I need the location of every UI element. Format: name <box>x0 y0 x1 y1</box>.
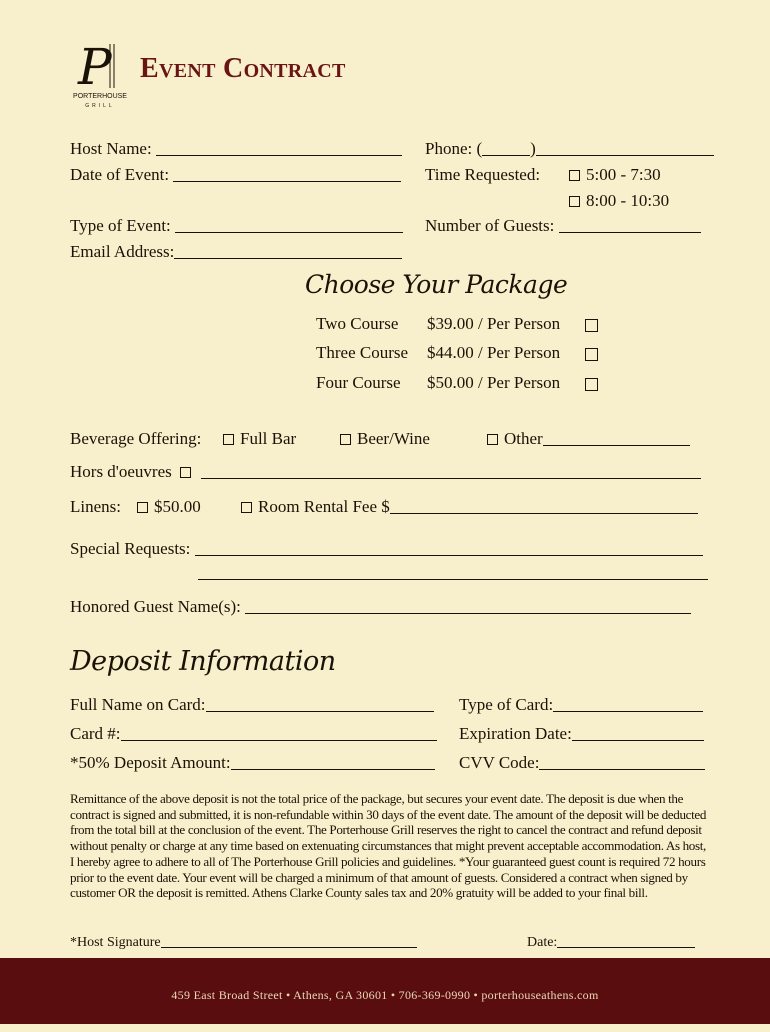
footer-address: 459 East Broad Street • Athens, GA 30601 • 706-369-0990 • porterhouseathens.com <box>171 988 599 1002</box>
phone-area-code-field[interactable] <box>482 140 530 156</box>
room-rental-option[interactable] <box>241 497 698 517</box>
date-of-event-row <box>70 165 401 185</box>
deposit-title: Deposit Information <box>70 646 336 677</box>
host-name-row <box>70 139 402 159</box>
logo-text: PORTERHOUSE <box>73 93 127 100</box>
package-title: Choose Your Package <box>305 270 568 299</box>
porterhouse-logo <box>72 38 128 110</box>
signature-date-field[interactable] <box>557 935 695 948</box>
linens-label: Linens: <box>70 497 121 516</box>
host-name-label: Host Name: <box>70 139 152 158</box>
hors-label: Hors d'oeuvres <box>70 462 172 481</box>
hors-checkbox[interactable] <box>180 467 191 478</box>
package-item-3-price: $50.00 / Per Person <box>427 373 561 392</box>
package-item-3-checkbox[interactable] <box>585 377 604 395</box>
honored-guest-row <box>70 597 691 617</box>
time-option-1-label: 5:00 - 7:30 <box>586 165 661 184</box>
time-option-2-label: 8:00 - 10:30 <box>586 191 670 210</box>
expiration-label: Expiration Date: <box>459 724 572 743</box>
type-of-card-row <box>459 695 703 715</box>
time-option-2-checkbox[interactable] <box>569 196 580 207</box>
full-name-field[interactable] <box>206 696 434 712</box>
logo-monogram: P <box>78 38 112 96</box>
logo-subtext: GRILL <box>85 103 115 109</box>
linens-checkbox[interactable] <box>137 502 148 513</box>
expiration-field[interactable] <box>572 725 704 741</box>
linens-option[interactable] <box>137 497 201 517</box>
linens-price: $50.00 <box>154 497 201 516</box>
package-item-1-checkbox[interactable] <box>585 318 604 336</box>
type-of-card-label: Type of Card: <box>459 695 554 714</box>
cvv-row <box>459 753 705 773</box>
number-of-guests-row <box>425 216 701 236</box>
host-name-field[interactable] <box>156 140 402 156</box>
card-number-row <box>70 724 437 744</box>
card-number-field[interactable] <box>121 725 437 741</box>
type-of-event-field[interactable] <box>175 217 403 233</box>
logo-monogram-icon <box>72 38 128 110</box>
full-name-row <box>70 695 434 715</box>
date-of-event-label: Date of Event: <box>70 165 170 184</box>
signature-date-label: Date: <box>527 935 558 950</box>
room-rental-checkbox[interactable] <box>241 502 252 513</box>
phone-paren: ) <box>530 139 536 158</box>
room-rental-label: Room Rental Fee $ <box>258 497 390 516</box>
signature-label: *Host Signature <box>70 935 161 950</box>
beverage-beer-wine-label: Beer/Wine <box>357 429 430 448</box>
beverage-other-field[interactable] <box>543 430 690 446</box>
remittance-terms: Remittance of the above deposit is not the total price of the package, but secures your event date. The deposit is due when the contract is signed and submitted, it is non-refundable within 30 days of the event date. The amount of the deposit will be deducted from the total bill at the conclusion of the event. The Porterhouse Grill reserves the right to cancel the contract and refund deposit without penalty or charge at any time based on extenuating circumstances that might prevent acceptable accommodation. As host, I hereby agree to adhere to all of The Porterhouse Grill policies and guidelines. *Your guaranteed guest count is required 72 hours prior to the event date. Your event will be charged a minimum of that amount of guests. Considered a contract when signed by customer OR the deposit is remitted. Athens Clarke County sales tax and 20% gratuity will be added to your final bill. <box>70 791 707 901</box>
signature-field[interactable] <box>161 935 417 948</box>
full-name-label: Full Name on Card: <box>70 695 206 714</box>
signature-date-row <box>527 935 695 951</box>
package-item-1-name: Two Course <box>316 314 399 333</box>
beverage-full-bar-label: Full Bar <box>240 429 297 448</box>
special-requests-field[interactable] <box>195 540 703 556</box>
beverage-other-checkbox[interactable] <box>487 434 498 445</box>
type-of-event-label: Type of Event: <box>70 216 171 235</box>
honored-guest-field[interactable] <box>245 598 691 614</box>
beverage-other[interactable] <box>487 429 690 449</box>
room-rental-field[interactable] <box>390 498 698 514</box>
type-of-card-field[interactable] <box>553 696 703 712</box>
signature-row <box>70 935 417 951</box>
beverage-full-bar[interactable] <box>223 429 296 449</box>
number-of-guests-field[interactable] <box>559 217 701 233</box>
time-option-1[interactable] <box>569 165 661 185</box>
deposit-amount-label: *50% Deposit Amount: <box>70 753 231 772</box>
email-field[interactable] <box>174 243 402 259</box>
package-item-2-price: $44.00 / Per Person <box>427 343 561 362</box>
package-item-1-price: $39.00 / Per Person <box>427 314 561 333</box>
special-requests-field-line-2[interactable] <box>198 565 708 580</box>
beverage-label: Beverage Offering: <box>70 429 202 448</box>
beverage-beer-wine[interactable] <box>340 429 430 449</box>
package-item-2-name: Three Course <box>316 343 409 362</box>
phone-row <box>425 139 714 159</box>
package-item-3-name: Four Course <box>316 373 401 392</box>
cvv-label: CVV Code: <box>459 753 540 772</box>
special-requests-row <box>70 539 703 559</box>
time-requested-label: Time Requested: <box>425 165 541 184</box>
package-item-2-checkbox[interactable] <box>585 347 604 365</box>
email-row <box>70 242 402 262</box>
page-title: Event Contract <box>140 53 346 84</box>
number-of-guests-label: Number of Guests: <box>425 216 555 235</box>
card-number-label: Card #: <box>70 724 121 743</box>
honored-guest-label: Honored Guest Name(s): <box>70 597 241 616</box>
date-of-event-field[interactable] <box>173 166 401 182</box>
time-option-1-checkbox[interactable] <box>569 170 580 181</box>
cvv-field[interactable] <box>539 754 705 770</box>
hors-field[interactable] <box>201 463 701 479</box>
hors-row <box>70 462 701 482</box>
deposit-amount-row <box>70 753 435 773</box>
email-label: Email Address: <box>70 242 175 261</box>
phone-label: Phone: ( <box>425 139 483 158</box>
beverage-full-bar-checkbox[interactable] <box>223 434 234 445</box>
beverage-other-label: Other <box>504 429 543 448</box>
deposit-amount-field[interactable] <box>231 754 435 770</box>
beverage-beer-wine-checkbox[interactable] <box>340 434 351 445</box>
time-option-2[interactable] <box>569 191 669 211</box>
type-of-event-row <box>70 216 403 236</box>
expiration-row <box>459 724 704 744</box>
special-requests-label: Special Requests: <box>70 539 191 558</box>
phone-number-field[interactable] <box>536 140 714 156</box>
footer-bar <box>0 958 770 1024</box>
